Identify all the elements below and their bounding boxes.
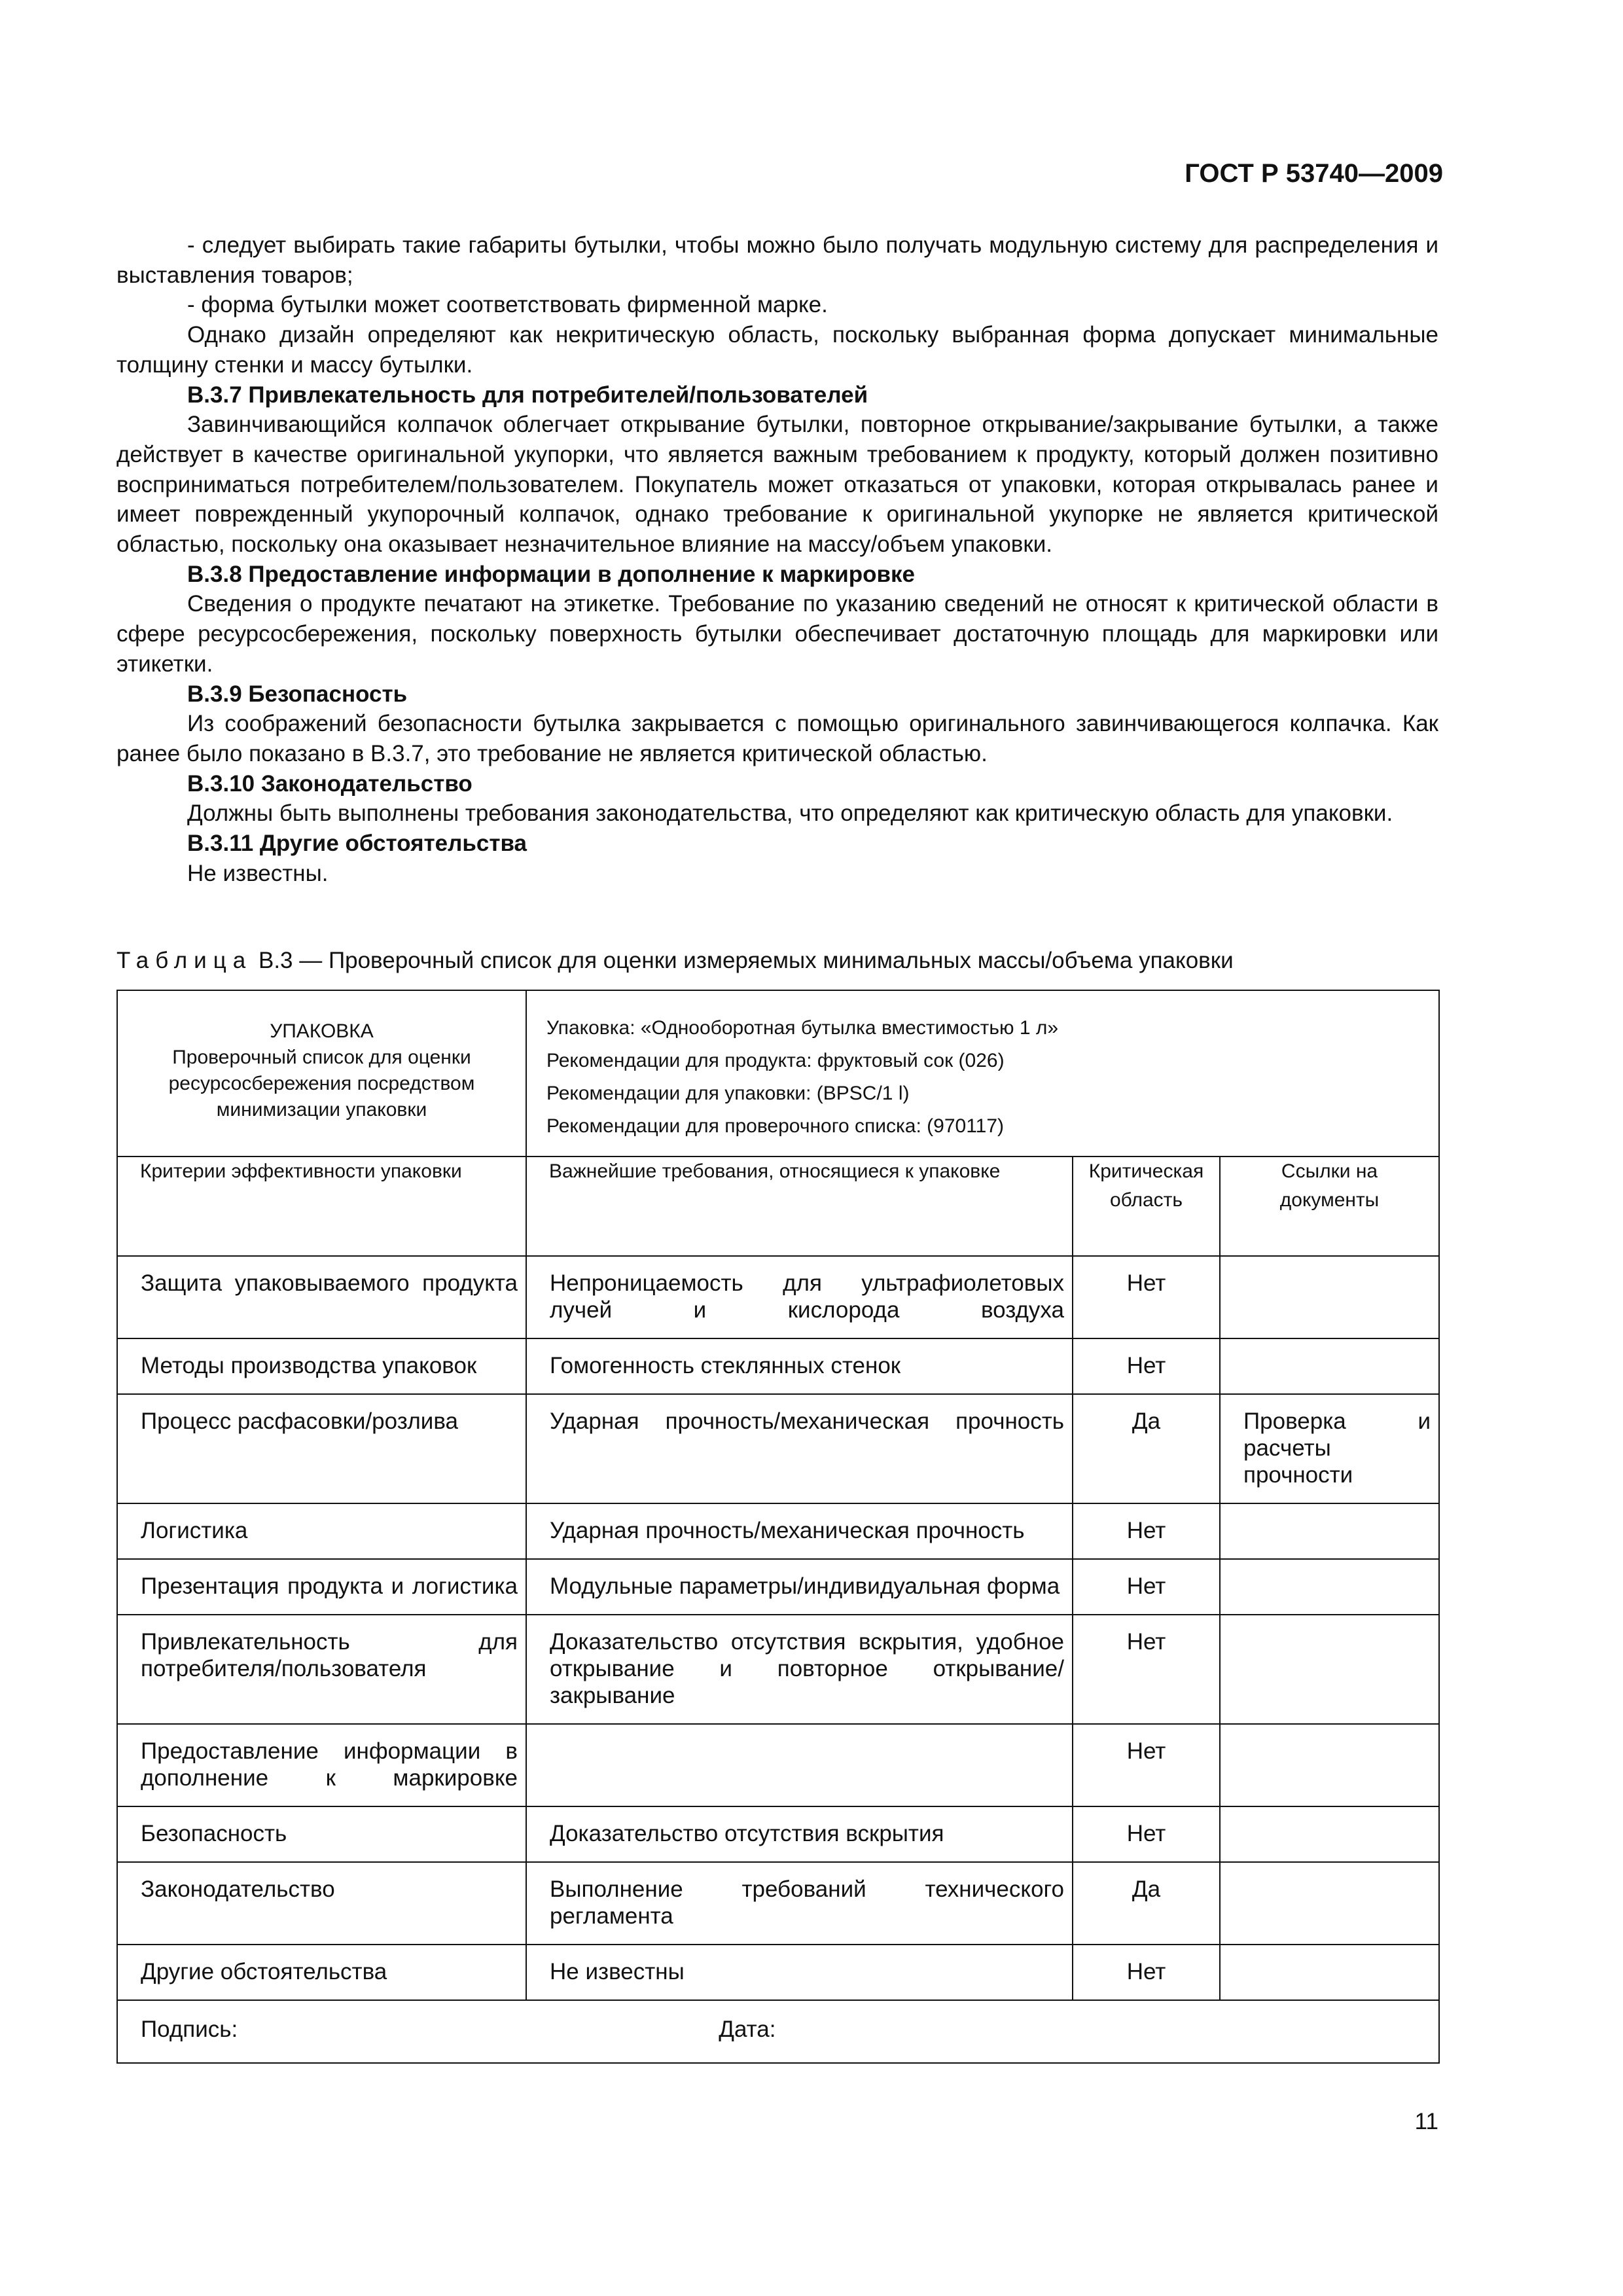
- critical-cell: Нет: [1073, 1256, 1220, 1338]
- packaging-info-cell: [526, 990, 1439, 1157]
- table-caption-prefix: Таблица: [116, 948, 253, 973]
- critical-cell: Нет: [1073, 1559, 1220, 1615]
- table-row: [117, 1806, 1439, 1862]
- section-heading: В.3.10 Законодательство: [187, 770, 473, 797]
- table-row: [117, 1559, 1439, 1615]
- critical-cell: Да: [1073, 1394, 1220, 1503]
- refs-cell: [1220, 1503, 1439, 1559]
- table-row: [117, 1503, 1439, 1559]
- requirement-cell: [526, 1724, 1073, 1806]
- criterion-cell: Процесс расфасовки/розлива: [117, 1394, 526, 1503]
- packaging-subtitle: Проверочный список для оценки ресурсосбережения посредством минимизации упаковки: [168, 1047, 475, 1121]
- info-line: Рекомендации для проверочного списка: (970117): [546, 1115, 1005, 1137]
- refs-cell: [1220, 1945, 1439, 2000]
- table-row: [117, 1724, 1439, 1806]
- table-row: [117, 1862, 1439, 1945]
- critical-cell: Нет: [1073, 1806, 1220, 1862]
- table-row: [117, 1615, 1439, 1724]
- criterion-cell: Другие обстоятельства: [117, 1945, 526, 2000]
- refs-cell: [1220, 1806, 1439, 1862]
- signature-row: [117, 2000, 1439, 2063]
- standard-code: ГОСТ Р 53740—2009: [1185, 159, 1443, 188]
- critical-cell: Нет: [1073, 1503, 1220, 1559]
- packaging-cell: [117, 990, 526, 1157]
- refs-cell: [1220, 1615, 1439, 1724]
- critical-cell: Нет: [1073, 1724, 1220, 1806]
- section-heading: В.3.7 Привлекательность для потребителей/пользователей: [187, 382, 868, 408]
- signature-label: Подпись:: [141, 2017, 238, 2042]
- requirement-cell: Модульные параметры/индивидуальная форма: [526, 1559, 1073, 1615]
- paragraph: - форма бутылки может соответствовать фирменной марке.: [187, 292, 828, 318]
- criterion-cell: Защита упаковываемого продукта: [117, 1256, 526, 1338]
- refs-cell: Проверка и расчеты прочности: [1220, 1394, 1439, 1503]
- critical-cell: Нет: [1073, 1945, 1220, 2000]
- section-heading: В.3.9 Безопасность: [187, 681, 408, 707]
- requirement-cell: Непроницаемость для ультрафиолетовых лучей и кислорода воздуха: [526, 1256, 1073, 1338]
- paragraph: Не известны.: [187, 860, 329, 886]
- critical-cell: Да: [1073, 1862, 1220, 1945]
- section-heading: В.3.11 Другие обстоятельства: [187, 831, 527, 857]
- refs-cell: [1220, 1338, 1439, 1394]
- info-line: Упаковка: «Однооборотная бутылка вместимостью 1 л»: [546, 1017, 1059, 1039]
- paragraph: - следует выбирать такие габариты бутылки, чтобы можно было получать модульную систему для распределения и выставления товаров;: [116, 232, 1438, 288]
- column-header: Критическая область: [1073, 1157, 1220, 1256]
- requirement-cell: Ударная прочность/механическая прочность: [526, 1394, 1073, 1503]
- page-number: 11: [1414, 2109, 1438, 2134]
- checklist-table: [116, 990, 1440, 2064]
- table-header-top: [117, 990, 1439, 1157]
- column-header: Важнейшие требования, относящиеся к упаковке: [526, 1157, 1073, 1256]
- column-header: Критерии эффективности упаковки: [117, 1157, 526, 1256]
- criterion-cell: Логистика: [117, 1503, 526, 1559]
- requirement-cell: Выполнение требований технического регламента: [526, 1862, 1073, 1945]
- paragraph: Завинчивающийся колпачок облегчает открывание бутылки, повторное открывание/закрывание бутылки, а также действует в качестве оригинальной укупорки, что является важным требованием к продукту, который должен позитивно восприниматься потребителем/пользователем. Покупатель может отказаться от упаковки, которая открывалась ранее и имеет поврежденный укупорочный колпачок, однако требование к оригинальной укупорке не является критической областью, поскольку она оказывает незначительное влияние на массу/объем упаковки.: [116, 412, 1438, 558]
- criterion-cell: Презентация продукта и логистика: [117, 1559, 526, 1615]
- refs-cell: [1220, 1256, 1439, 1338]
- column-header: Ссылки на документы: [1220, 1157, 1439, 1256]
- table-row: [117, 1394, 1439, 1503]
- signature-cell: [117, 2000, 1439, 2063]
- criterion-cell: Безопасность: [117, 1806, 526, 1862]
- paragraph: Из соображений безопасности бутылка закрывается с помощью оригинального завинчивающегося колпачка. Как ранее было показано в В.3.7, это требование не является критической областью.: [116, 711, 1438, 766]
- criterion-cell: Предоставление информации в дополнение к маркировке: [117, 1724, 526, 1806]
- requirement-cell: Доказательство отсутствия вскрытия: [526, 1806, 1073, 1862]
- refs-cell: [1220, 1724, 1439, 1806]
- table-caption-text: В.3 — Проверочный список для оценки измеряемых минимальных массы/объема упаковки: [258, 948, 1234, 973]
- critical-cell: Нет: [1073, 1338, 1220, 1394]
- requirement-cell: Гомогенность стеклянных стенок: [526, 1338, 1073, 1394]
- packaging-title: УПАКОВКА: [270, 1020, 374, 1042]
- table-caption: [116, 948, 1234, 974]
- requirement-cell: Не известны: [526, 1945, 1073, 2000]
- paragraph: Однако дизайн определяют как некритическую область, поскольку выбранная форма допускает минимальные толщину стенки и массу бутылки.: [116, 322, 1438, 378]
- paragraph: Должны быть выполнены требования законодательства, что определяют как критическую область для упаковки.: [187, 800, 1393, 827]
- refs-cell: [1220, 1559, 1439, 1615]
- criterion-cell: Методы производства упаковок: [117, 1338, 526, 1394]
- table-row: [117, 1945, 1439, 2000]
- info-line: Рекомендации для продукта: фруктовый сок (026): [546, 1050, 1005, 1071]
- critical-cell: Нет: [1073, 1615, 1220, 1724]
- info-line: Рекомендации для упаковки: (BPSC/1 l): [546, 1083, 910, 1104]
- requirement-cell: Ударная прочность/механическая прочность: [526, 1503, 1073, 1559]
- refs-cell: [1220, 1862, 1439, 1945]
- section-heading: В.3.8 Предоставление информации в дополнение к маркировке: [187, 561, 915, 587]
- table-row: [117, 1338, 1439, 1394]
- criterion-cell: Законодательство: [117, 1862, 526, 1945]
- paragraph: Сведения о продукте печатают на этикетке. Требование по указанию сведений не относят к критической области в сфере ресурсосбережения, поскольку поверхность бутылки обеспечивает достаточную площадь для маркировки или этикетки.: [116, 591, 1438, 677]
- date-label: Дата:: [719, 2017, 776, 2042]
- body-text: [116, 230, 1438, 888]
- table-row: [117, 1256, 1439, 1338]
- criterion-cell: Привлекательность для потребителя/пользователя: [117, 1615, 526, 1724]
- table-column-headers: [117, 1157, 1439, 1256]
- requirement-cell: Доказательство отсутствия вскрытия, удобное открывание и повторное открывание/закрывание: [526, 1615, 1073, 1724]
